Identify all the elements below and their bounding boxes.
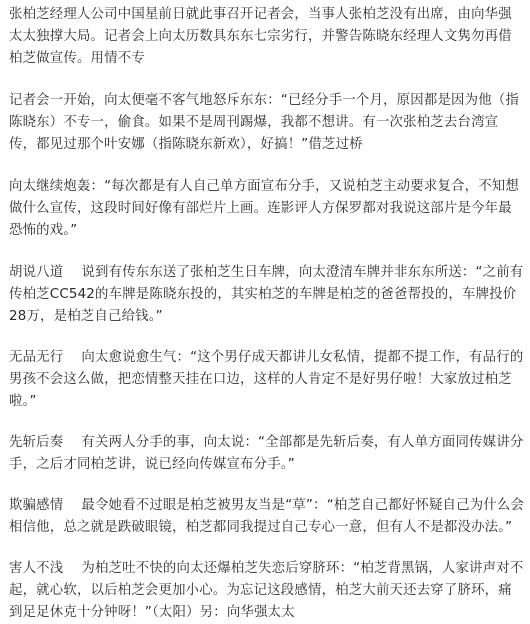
paragraph-criticism: 向太继续炮轰：“每次都是有人自己单方面宣布分手，又说柏芝主动要求复合，不知想做什么宣传，这段时间好像有部烂片上画。连影评人方保罗都对我说这部片是今年最恐怖的戏。” (9, 179, 519, 238)
paragraph-deception (9, 495, 525, 539)
paragraph-spacer (9, 539, 525, 558)
paragraph-harm (9, 558, 525, 624)
paragraph-press-conference: 记者会一开始，向太便毫不客气地怒斥东东：“已经分手一个月，原因都是因为他（指陈晓东）不专一，偷食。如果不是周刊踢爆，我都不想讲。有一次张柏芝去台湾宣传，都见过那个叶安娜（指陈晓东新欢），好搞！”借芝过桥 (9, 93, 519, 152)
paragraph-breakup (9, 432, 525, 476)
paragraph-spacer (9, 156, 525, 176)
paragraph-character (9, 347, 525, 413)
section-text: 最令她看不过眼是柏芝被男友当是“草”：“柏芝自己都好怀疑自己为什么会相信他，总之就是跌破眼镜，柏芝都同我提过自己专心一意，但有人不是都没办法。” (9, 498, 525, 535)
paragraph-spacer (9, 413, 525, 432)
section-text: 向太愈说愈生气：“这个男仔成天都讲儿女私情，提都不提工作，有品行的男孩不会这么做，把恋情整天挂在口边，这样的人肯定不是好男仔啦！大家放过柏芝啦。” (9, 350, 524, 409)
section-heading: 无品无行 (9, 350, 64, 365)
paragraph-spacer (9, 242, 525, 262)
paragraph-license-plate (9, 262, 525, 328)
paragraph-intro: 张柏芝经理人公司中国星前日就此事召开记者会，当事人张柏芝没有出席，由向华强太太独撑大局。记者会上向太历数具东东七宗劣行，并警告陈晓东经理人文隽勿再借柏芝做宣传。用情不专 (9, 7, 512, 66)
section-heading: 害人不浅 (9, 561, 64, 576)
section-heading: 欺骗感情 (9, 498, 64, 513)
section-heading: 胡说八道 (9, 265, 64, 280)
paragraph-spacer (9, 70, 525, 90)
section-heading: 先斩后奏 (9, 435, 64, 450)
paragraph-spacer (9, 328, 525, 347)
section-text: 说到有传东东送了张柏芝生日车牌，向太澄清车牌并非东东所送：“之前有传柏芝CC542的车牌是陈晓东投的，其实柏芝的车牌是柏芝的爸爸帮投的，车牌投价28万，是柏芝自己给钱。” (9, 265, 524, 324)
paragraph-spacer (9, 476, 525, 495)
section-text: 为柏芝吐不快的向太还爆柏芝失恋后穿脐环：“柏芝背黑锅，人家讲声对不起，就心软，以后柏芝会更加小心。为忘记这段感情，柏芝大前天还去穿了脐环，痛到足足休克十分钟呀！”（太阳）另：向华强太太 (9, 561, 524, 620)
section-text: 有关两人分手的事，向太说：“全部都是先斩后奏，有人单方面同传媒讲分手，之后才同柏芝讲，说已经向传媒宣布分手。” (9, 435, 524, 472)
